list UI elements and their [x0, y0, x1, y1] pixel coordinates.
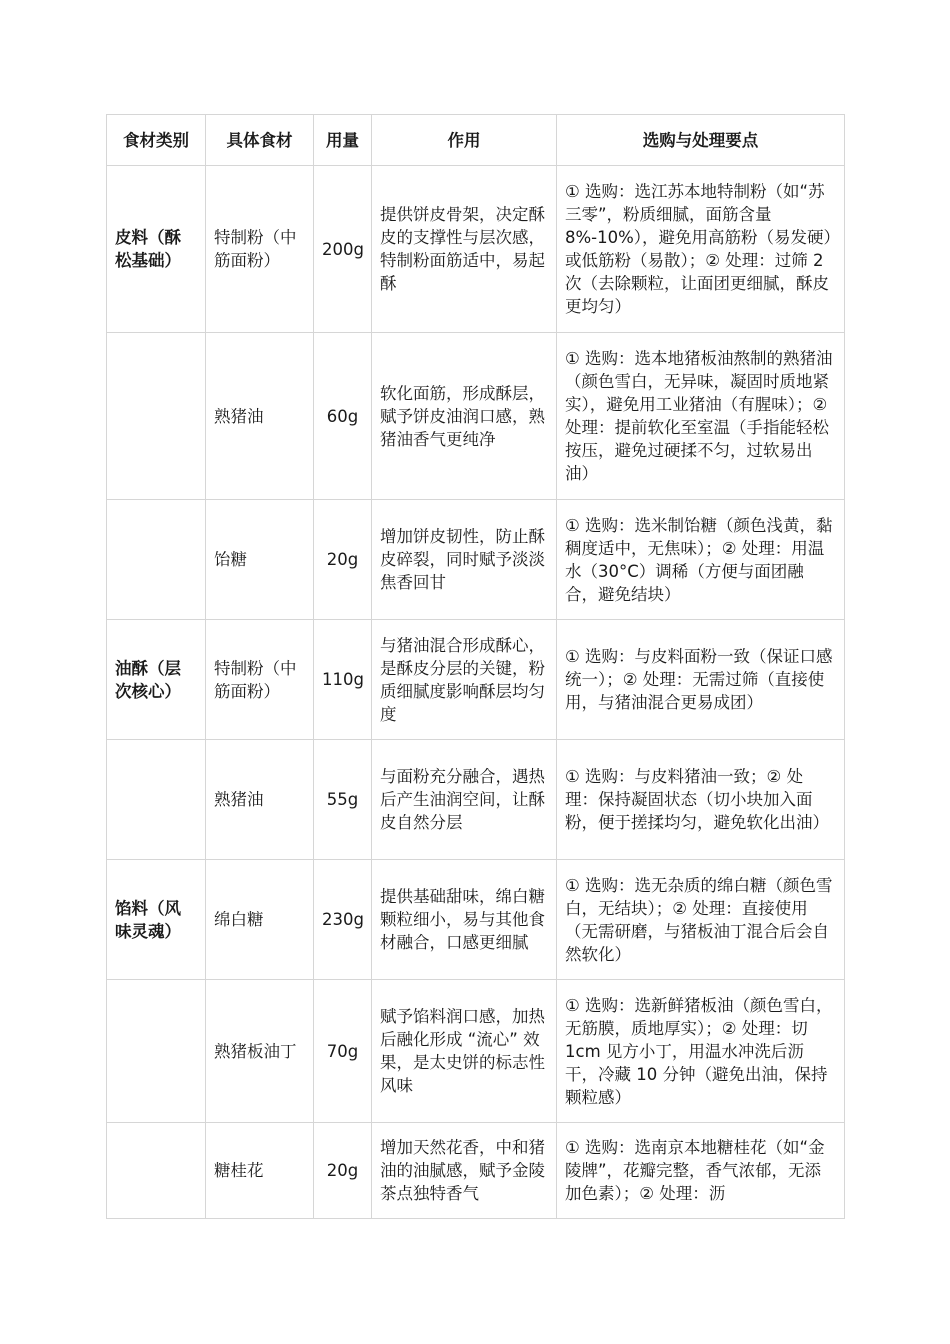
header-tips: 选购与处理要点 [557, 115, 845, 166]
amount-cell: 20g [314, 500, 372, 620]
amount-cell: 110g [314, 620, 372, 740]
table-header-row [107, 115, 845, 166]
ingredient-cell: 糖桂花 [206, 1123, 314, 1219]
table-row [107, 166, 845, 333]
table-row [107, 860, 845, 980]
category-cell [107, 980, 206, 1123]
tips-cell: ① 选购：选米制饴糖（颜色浅黄，黏稠度适中，无焦味）；② 处理：用温水（30°C）调稀（方便与面团融合，避免结块） [557, 500, 845, 620]
category-cell [107, 500, 206, 620]
ingredient-cell: 熟猪油 [206, 333, 314, 500]
tips-cell: ① 选购：选新鲜猪板油（颜色雪白，无筋膜，质地厚实）；② 处理：切 1cm 见方小丁，用温水冲洗后沥干，冷藏 10 分钟（避免出油，保持颗粒感） [557, 980, 845, 1123]
amount-cell: 60g [314, 333, 372, 500]
header-category: 食材类别 [107, 115, 206, 166]
function-cell: 软化面筋，形成酥层，赋予饼皮油润口感，熟猪油香气更纯净 [372, 333, 557, 500]
tips-cell: ① 选购：与皮料面粉一致（保证口感统一）；② 处理：无需过筛（直接使用，与猪油混合更易成团） [557, 620, 845, 740]
tips-cell: ① 选购：选南京本地糖桂花（如“金陵牌”，花瓣完整，香气浓郁，无添加色素）；② 处理：沥 [557, 1123, 845, 1219]
table-row [107, 740, 845, 860]
amount-cell: 70g [314, 980, 372, 1123]
function-cell: 提供饼皮骨架，决定酥皮的支撑性与层次感，特制粉面筋适中，易起酥 [372, 166, 557, 333]
ingredients-table [106, 114, 845, 1219]
ingredient-cell: 特制粉（中筋面粉） [206, 620, 314, 740]
ingredient-cell: 熟猪油 [206, 740, 314, 860]
table-row [107, 980, 845, 1123]
tips-cell: ① 选购：选无杂质的绵白糖（颜色雪白，无结块）；② 处理：直接使用（无需研磨，与猪板油丁混合后会自然软化） [557, 860, 845, 980]
category-cell: 油酥（层次核心） [107, 620, 206, 740]
tips-cell: ① 选购：选本地猪板油熬制的熟猪油（颜色雪白，无异味，凝固时质地紧实），避免用工业猪油（有腥味）；② 处理：提前软化至室温（手指能轻松按压，避免过硬揉不匀，过软易出油） [557, 333, 845, 500]
amount-cell: 20g [314, 1123, 372, 1219]
header-ingredient: 具体食材 [206, 115, 314, 166]
category-cell: 皮料（酥松基础） [107, 166, 206, 333]
function-cell: 赋予馅料润口感，加热后融化形成 “流心” 效果，是太史饼的标志性风味 [372, 980, 557, 1123]
table-row [107, 500, 845, 620]
amount-cell: 200g [314, 166, 372, 333]
function-cell: 提供基础甜味，绵白糖颗粒细小，易与其他食材融合，口感更细腻 [372, 860, 557, 980]
category-cell [107, 1123, 206, 1219]
amount-cell: 230g [314, 860, 372, 980]
table-row [107, 1123, 845, 1219]
ingredient-cell: 熟猪板油丁 [206, 980, 314, 1123]
function-cell: 增加饼皮韧性，防止酥皮碎裂，同时赋予淡淡焦香回甘 [372, 500, 557, 620]
category-cell [107, 740, 206, 860]
ingredient-cell: 特制粉（中筋面粉） [206, 166, 314, 333]
ingredient-cell: 绵白糖 [206, 860, 314, 980]
tips-cell: ① 选购：选江苏本地特制粉（如“苏三零”，粉质细腻，面筋含量8%-10%），避免用高筋粉（易发硬）或低筋粉（易散）；② 处理：过筛 2 次（去除颗粒，让面团更细腻，酥皮更均匀） [557, 166, 845, 333]
table-row [107, 333, 845, 500]
header-amount: 用量 [314, 115, 372, 166]
category-cell [107, 333, 206, 500]
tips-cell: ① 选购：与皮料猪油一致；② 处理：保持凝固状态（切小块加入面粉，便于搓揉均匀，避免软化出油） [557, 740, 845, 860]
amount-cell: 55g [314, 740, 372, 860]
category-cell: 馅料（风味灵魂） [107, 860, 206, 980]
table-row [107, 620, 845, 740]
function-cell: 与猪油混合形成酥心，是酥皮分层的关键，粉质细腻度影响酥层均匀度 [372, 620, 557, 740]
function-cell: 增加天然花香，中和猪油的油腻感，赋予金陵茶点独特香气 [372, 1123, 557, 1219]
function-cell: 与面粉充分融合，遇热后产生油润空间，让酥皮自然分层 [372, 740, 557, 860]
ingredient-cell: 饴糖 [206, 500, 314, 620]
header-function: 作用 [372, 115, 557, 166]
